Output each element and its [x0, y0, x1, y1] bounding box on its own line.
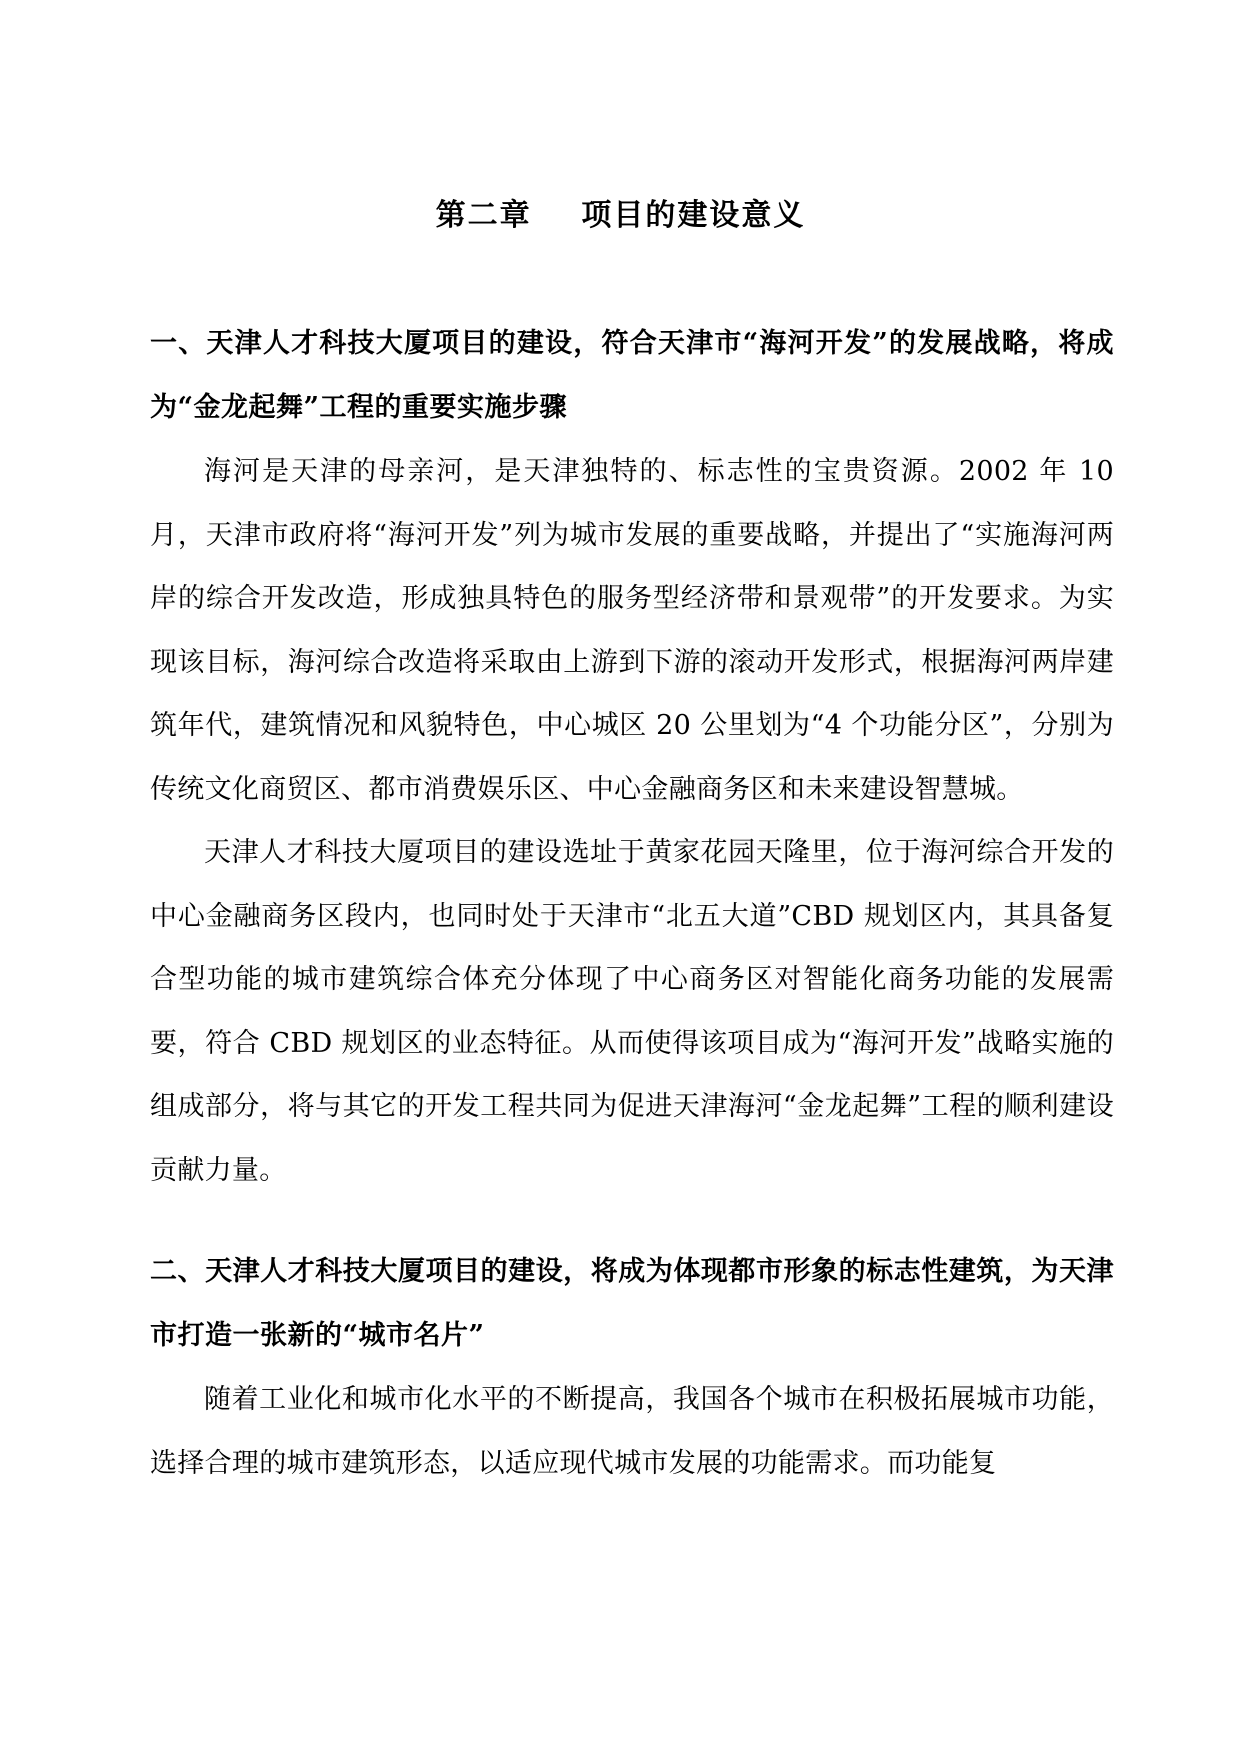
chapter-title: 第二章 项目的建设意义: [435, 198, 806, 233]
section-1-paragraph-2: 天津人才科技大厦项目的建设选址于黄家花园天隆里，位于海河综合开发的中心金融商务区段内，也同时处于天津市“北五大道”CBD 规划区内，其具备复合型功能的城市建筑综合体充分体现了中心商务区对智能化商务功能的发展需要，符合 CBD 规划区的业态特征。从而使得该项目成为“海河开发”战略实施的组成部分，将与其它的开发工程共同为促进天津海河“金龙起舞”工程的顺利建设贡献力量。: [150, 837, 1114, 1186]
section-2: [150, 1240, 1114, 1495]
document-body: [150, 312, 1114, 1495]
section-2-paragraph-1: 随着工业化和城市化水平的不断提高，我国各个城市在积极拓展城市功能，选择合理的城市建筑形态，以适应现代城市发展的功能需求。而功能复: [150, 1384, 1114, 1479]
section-1-paragraph-1: 海河是天津的母亲河，是天津独特的、标志性的宝贵资源。2002 年 10 月，天津市政府将“海河开发”列为城市发展的重要战略，并提出了“实施海河两岸的综合开发改造，形成独具特色的服务型经济带和景观带”的开发要求。为实现该目标，海河综合改造将采取由上游到下游的滚动开发形式，根据海河两岸建筑年代，建筑情况和风貌特色，中心城区 20 公里划为“4 个功能分区”，分别为传统文化商贸区、都市消费娱乐区、中心金融商务区和未来建设智慧城。: [150, 456, 1114, 805]
section-heading-1: 一、天津人才科技大厦项目的建设，符合天津市“海河开发”的发展战略，将成为“金龙起舞”工程的重要实施步骤: [150, 328, 1114, 423]
section-heading-2: 二、天津人才科技大厦项目的建设，将成为体现都市形象的标志性建筑，为天津市打造一张新的“城市名片”: [150, 1256, 1114, 1351]
section-1: [150, 312, 1114, 1202]
